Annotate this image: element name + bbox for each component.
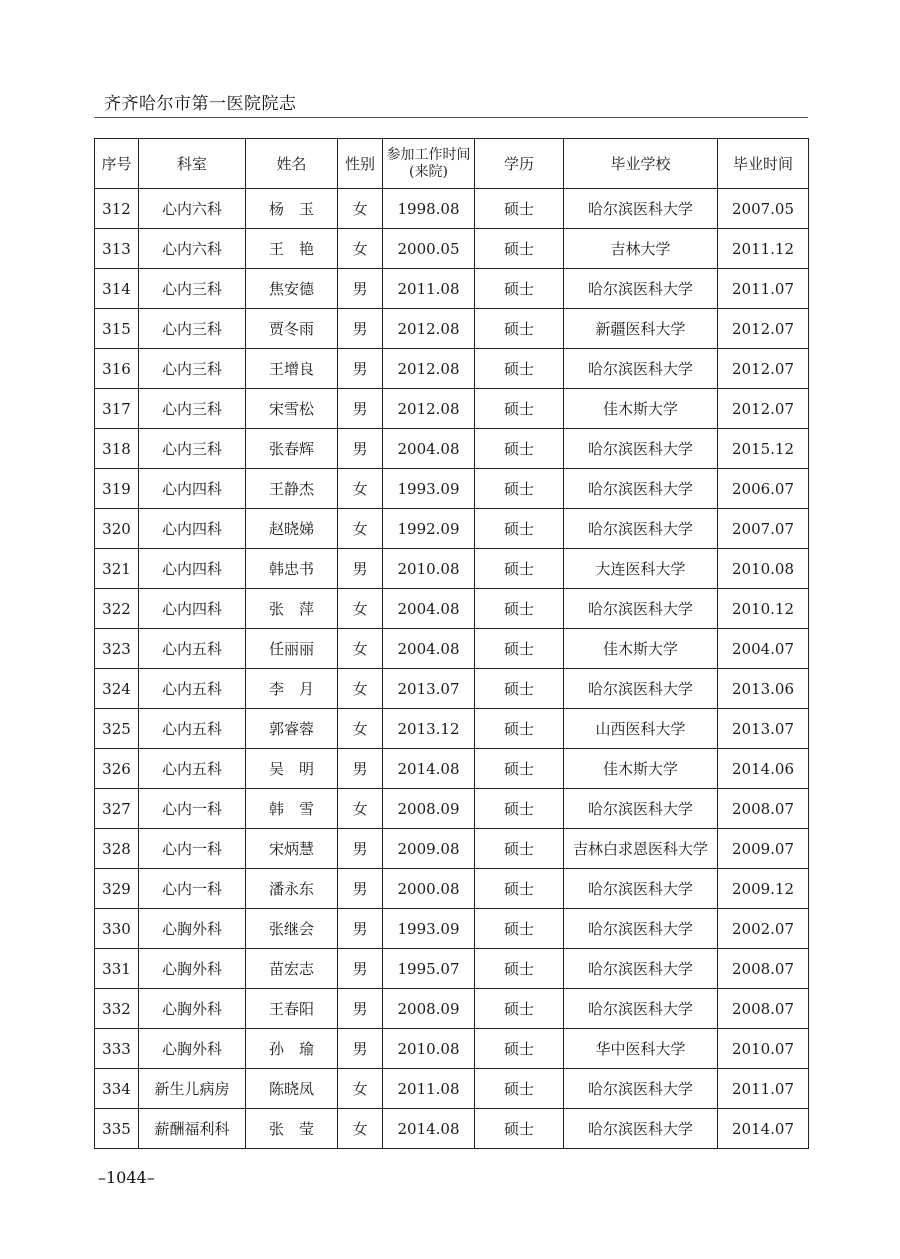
cell-start-date: 2013.07 [383,669,475,709]
cell-degree: 硕士 [475,429,564,469]
cell-gender: 女 [338,229,383,269]
table-row [95,389,809,429]
table-row [95,349,809,389]
cell-department: 心内三科 [139,309,246,349]
column-header-gender: 性别 [338,139,383,189]
cell-name: 张 莹 [246,1109,338,1149]
cell-degree: 硕士 [475,789,564,829]
table-row [95,589,809,629]
table-row [95,1109,809,1149]
cell-serial: 325 [95,709,139,749]
cell-department: 新生儿病房 [139,1069,246,1109]
table-row [95,309,809,349]
table-row [95,909,809,949]
cell-start-date: 2010.08 [383,1029,475,1069]
cell-graduation-date: 2011.12 [718,229,809,269]
column-header-serial: 序号 [95,139,139,189]
table-body [95,189,809,1149]
column-header-name: 姓名 [246,139,338,189]
cell-degree: 硕士 [475,949,564,989]
cell-gender: 男 [338,429,383,469]
cell-serial: 330 [95,909,139,949]
cell-school: 哈尔滨医科大学 [564,1109,718,1149]
cell-start-date: 2012.08 [383,389,475,429]
cell-graduation-date: 2014.07 [718,1109,809,1149]
cell-degree: 硕士 [475,989,564,1029]
cell-serial: 321 [95,549,139,589]
cell-graduation-date: 2012.07 [718,349,809,389]
cell-department: 心内四科 [139,509,246,549]
cell-school: 大连医科大学 [564,549,718,589]
cell-name: 韩忠书 [246,549,338,589]
cell-school: 华中医科大学 [564,1029,718,1069]
cell-degree: 硕士 [475,189,564,229]
cell-start-date: 2012.08 [383,309,475,349]
cell-gender: 女 [338,509,383,549]
cell-school: 新疆医科大学 [564,309,718,349]
cell-name: 杨 玉 [246,189,338,229]
cell-serial: 315 [95,309,139,349]
table-row [95,429,809,469]
cell-school: 哈尔滨医科大学 [564,869,718,909]
table-row [95,549,809,589]
cell-gender: 女 [338,669,383,709]
cell-department: 薪酬福利科 [139,1109,246,1149]
cell-gender: 男 [338,269,383,309]
cell-department: 心内四科 [139,549,246,589]
column-header-start-date: 参加工作时间(来院) [383,139,475,189]
cell-graduation-date: 2013.06 [718,669,809,709]
table-row [95,669,809,709]
cell-department: 心内三科 [139,429,246,469]
cell-gender: 女 [338,789,383,829]
table-row [95,869,809,909]
table-row [95,829,809,869]
cell-school: 哈尔滨医科大学 [564,509,718,549]
cell-gender: 男 [338,909,383,949]
staff-table [94,138,809,1149]
cell-degree: 硕士 [475,749,564,789]
cell-name: 王静杰 [246,469,338,509]
cell-serial: 313 [95,229,139,269]
table-row [95,229,809,269]
column-header-school: 毕业学校 [564,139,718,189]
cell-department: 心胸外科 [139,989,246,1029]
cell-start-date: 2000.08 [383,869,475,909]
header-rule [94,117,808,118]
cell-department: 心内三科 [139,269,246,309]
cell-school: 佳木斯大学 [564,629,718,669]
cell-start-date: 1995.07 [383,949,475,989]
cell-name: 韩 雪 [246,789,338,829]
cell-name: 赵晓娣 [246,509,338,549]
cell-department: 心胸外科 [139,1029,246,1069]
cell-name: 苗宏志 [246,949,338,989]
cell-department: 心内四科 [139,469,246,509]
cell-start-date: 1993.09 [383,909,475,949]
cell-degree: 硕士 [475,229,564,269]
cell-name: 郭睿蓉 [246,709,338,749]
table-row [95,949,809,989]
cell-graduation-date: 2014.06 [718,749,809,789]
cell-start-date: 2004.08 [383,429,475,469]
cell-serial: 318 [95,429,139,469]
table-row [95,269,809,309]
cell-start-date: 2008.09 [383,789,475,829]
cell-degree: 硕士 [475,1069,564,1109]
cell-graduation-date: 2007.05 [718,189,809,229]
cell-serial: 329 [95,869,139,909]
cell-graduation-date: 2012.07 [718,309,809,349]
cell-school: 哈尔滨医科大学 [564,349,718,389]
cell-name: 张春辉 [246,429,338,469]
column-header-degree: 学历 [475,139,564,189]
cell-gender: 女 [338,589,383,629]
cell-name: 吴 明 [246,749,338,789]
cell-name: 张继会 [246,909,338,949]
cell-graduation-date: 2015.12 [718,429,809,469]
cell-start-date: 2013.12 [383,709,475,749]
cell-department: 心胸外科 [139,909,246,949]
cell-department: 心内五科 [139,669,246,709]
cell-gender: 男 [338,309,383,349]
cell-department: 心内五科 [139,629,246,669]
cell-school: 哈尔滨医科大学 [564,269,718,309]
cell-department: 心内一科 [139,829,246,869]
cell-start-date: 2004.08 [383,589,475,629]
cell-department: 心内三科 [139,349,246,389]
column-header-graduation-date: 毕业时间 [718,139,809,189]
cell-graduation-date: 2011.07 [718,269,809,309]
cell-graduation-date: 2010.12 [718,589,809,629]
cell-school: 哈尔滨医科大学 [564,789,718,829]
table-row [95,1029,809,1069]
cell-name: 李 月 [246,669,338,709]
cell-start-date: 2011.08 [383,1069,475,1109]
cell-degree: 硕士 [475,869,564,909]
cell-department: 心内五科 [139,749,246,789]
cell-name: 任丽丽 [246,629,338,669]
cell-graduation-date: 2008.07 [718,789,809,829]
cell-degree: 硕士 [475,309,564,349]
cell-serial: 327 [95,789,139,829]
table-row [95,189,809,229]
cell-serial: 335 [95,1109,139,1149]
cell-degree: 硕士 [475,509,564,549]
cell-gender: 男 [338,1029,383,1069]
cell-gender: 女 [338,709,383,749]
cell-gender: 男 [338,349,383,389]
table-row [95,509,809,549]
cell-name: 宋雪松 [246,389,338,429]
cell-serial: 324 [95,669,139,709]
cell-department: 心内六科 [139,229,246,269]
cell-name: 王增良 [246,349,338,389]
cell-name: 陈晓凤 [246,1069,338,1109]
cell-serial: 320 [95,509,139,549]
cell-serial: 317 [95,389,139,429]
cell-gender: 女 [338,1109,383,1149]
cell-school: 哈尔滨医科大学 [564,1069,718,1109]
cell-serial: 322 [95,589,139,629]
table-row [95,629,809,669]
cell-serial: 326 [95,749,139,789]
cell-serial: 334 [95,1069,139,1109]
cell-gender: 男 [338,869,383,909]
cell-serial: 332 [95,989,139,1029]
cell-serial: 316 [95,349,139,389]
table-header-row [95,139,809,189]
cell-school: 山西医科大学 [564,709,718,749]
cell-start-date: 2004.08 [383,629,475,669]
cell-graduation-date: 2010.07 [718,1029,809,1069]
table-row [95,789,809,829]
cell-graduation-date: 2006.07 [718,469,809,509]
column-header-department: 科室 [139,139,246,189]
cell-graduation-date: 2011.07 [718,1069,809,1109]
cell-degree: 硕士 [475,1109,564,1149]
cell-degree: 硕士 [475,669,564,709]
cell-name: 王 艳 [246,229,338,269]
cell-department: 心内一科 [139,869,246,909]
cell-department: 心内一科 [139,789,246,829]
cell-graduation-date: 2010.08 [718,549,809,589]
cell-degree: 硕士 [475,349,564,389]
cell-start-date: 2009.08 [383,829,475,869]
cell-serial: 333 [95,1029,139,1069]
cell-school: 吉林白求恩医科大学 [564,829,718,869]
cell-school: 哈尔滨医科大学 [564,589,718,629]
cell-school: 哈尔滨医科大学 [564,669,718,709]
cell-degree: 硕士 [475,909,564,949]
cell-gender: 男 [338,829,383,869]
cell-gender: 男 [338,549,383,589]
cell-start-date: 1998.08 [383,189,475,229]
cell-gender: 男 [338,949,383,989]
cell-serial: 331 [95,949,139,989]
cell-graduation-date: 2012.07 [718,389,809,429]
cell-school: 吉林大学 [564,229,718,269]
cell-start-date: 2000.05 [383,229,475,269]
cell-degree: 硕士 [475,269,564,309]
table-row [95,709,809,749]
cell-school: 哈尔滨医科大学 [564,949,718,989]
table-row [95,1069,809,1109]
cell-name: 孙 瑜 [246,1029,338,1069]
cell-start-date: 2012.08 [383,349,475,389]
cell-start-date: 2008.09 [383,989,475,1029]
cell-name: 王春阳 [246,989,338,1029]
cell-graduation-date: 2009.12 [718,869,809,909]
cell-name: 贾冬雨 [246,309,338,349]
cell-department: 心胸外科 [139,949,246,989]
cell-name: 宋炳慧 [246,829,338,869]
table-row [95,469,809,509]
cell-graduation-date: 2004.07 [718,629,809,669]
page-number: –1044– [98,1168,155,1187]
cell-degree: 硕士 [475,549,564,589]
cell-name: 潘永东 [246,869,338,909]
cell-school: 哈尔滨医科大学 [564,989,718,1029]
cell-school: 佳木斯大学 [564,389,718,429]
cell-start-date: 2010.08 [383,549,475,589]
cell-department: 心内三科 [139,389,246,429]
cell-graduation-date: 2008.07 [718,949,809,989]
cell-graduation-date: 2007.07 [718,509,809,549]
cell-school: 哈尔滨医科大学 [564,189,718,229]
cell-degree: 硕士 [475,389,564,429]
cell-degree: 硕士 [475,829,564,869]
cell-graduation-date: 2009.07 [718,829,809,869]
cell-department: 心内六科 [139,189,246,229]
cell-gender: 男 [338,989,383,1029]
cell-start-date: 2014.08 [383,1109,475,1149]
cell-serial: 319 [95,469,139,509]
cell-school: 哈尔滨医科大学 [564,429,718,469]
cell-degree: 硕士 [475,469,564,509]
cell-gender: 男 [338,749,383,789]
cell-serial: 314 [95,269,139,309]
cell-school: 哈尔滨医科大学 [564,909,718,949]
cell-gender: 女 [338,469,383,509]
cell-department: 心内五科 [139,709,246,749]
cell-graduation-date: 2008.07 [718,989,809,1029]
cell-gender: 女 [338,629,383,669]
cell-graduation-date: 2013.07 [718,709,809,749]
cell-degree: 硕士 [475,629,564,669]
cell-gender: 女 [338,1069,383,1109]
cell-gender: 女 [338,189,383,229]
table-row [95,989,809,1029]
cell-serial: 323 [95,629,139,669]
cell-start-date: 2011.08 [383,269,475,309]
cell-degree: 硕士 [475,709,564,749]
cell-graduation-date: 2002.07 [718,909,809,949]
cell-gender: 男 [338,389,383,429]
cell-name: 焦安德 [246,269,338,309]
cell-serial: 312 [95,189,139,229]
cell-degree: 硕士 [475,589,564,629]
cell-department: 心内四科 [139,589,246,629]
running-title: 齐齐哈尔市第一医院院志 [104,94,297,114]
cell-name: 张 萍 [246,589,338,629]
cell-school: 哈尔滨医科大学 [564,469,718,509]
cell-school: 佳木斯大学 [564,749,718,789]
table-row [95,749,809,789]
cell-start-date: 1993.09 [383,469,475,509]
cell-serial: 328 [95,829,139,869]
cell-start-date: 1992.09 [383,509,475,549]
cell-start-date: 2014.08 [383,749,475,789]
cell-degree: 硕士 [475,1029,564,1069]
